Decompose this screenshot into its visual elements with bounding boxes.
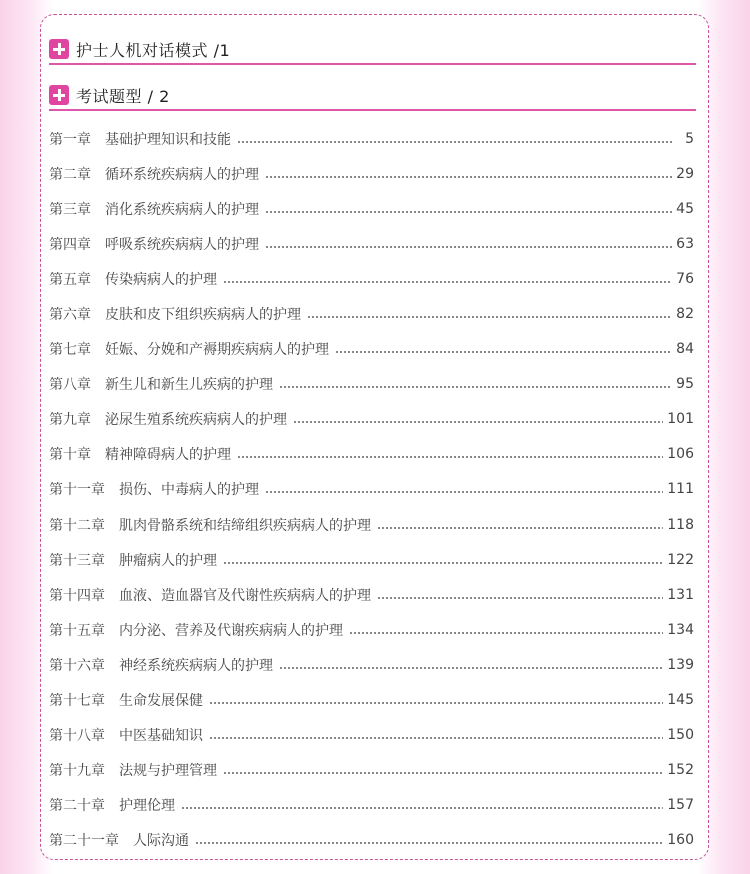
toc-chapter-title: 内分泌、营养及代谢疾病病人的护理 xyxy=(119,622,343,639)
toc-entry[interactable] xyxy=(49,437,694,472)
toc-chapter-number: 第一章 xyxy=(49,131,91,148)
toc-chapter-title: 消化系统疾病病人的护理 xyxy=(105,201,259,218)
dot-leader xyxy=(223,553,663,567)
toc-chapter-number: 第六章 xyxy=(49,307,91,324)
plus-icon xyxy=(49,85,69,105)
dot-leader xyxy=(307,307,672,321)
toc-chapter-number: 第十三章 xyxy=(49,552,105,569)
toc-chapter-title: 循环系统疾病病人的护理 xyxy=(105,166,259,183)
toc-entry[interactable] xyxy=(49,296,694,331)
toc-page-number: 139 xyxy=(667,656,694,673)
dot-leader xyxy=(349,623,663,637)
dot-leader xyxy=(377,588,663,602)
toc-page-number: 111 xyxy=(667,481,694,498)
toc-chapter-title: 损伤、中毒病人的护理 xyxy=(119,482,259,499)
toc-entry[interactable] xyxy=(49,577,694,612)
toc-chapter-number: 第五章 xyxy=(49,271,91,288)
toc-page-number: 101 xyxy=(667,411,694,428)
toc-page-number: 145 xyxy=(667,692,694,709)
table-of-contents xyxy=(49,121,694,858)
toc-page-number: 76 xyxy=(676,270,694,287)
toc-entry[interactable] xyxy=(49,226,694,261)
dot-leader xyxy=(265,202,672,216)
toc-chapter-number: 第十六章 xyxy=(49,657,105,674)
toc-entry[interactable] xyxy=(49,121,694,156)
toc-page-number: 160 xyxy=(667,832,694,849)
toc-entry[interactable] xyxy=(49,402,694,437)
toc-page-number: 5 xyxy=(685,130,694,147)
dot-leader xyxy=(335,342,672,356)
toc-chapter-title: 肌肉骨骼系统和结缔组织疾病病人的护理 xyxy=(119,517,371,534)
toc-page-number: 95 xyxy=(676,376,694,393)
toc-page-number: 157 xyxy=(667,797,694,814)
toc-page-number: 150 xyxy=(667,727,694,744)
toc-chapter-number: 第十八章 xyxy=(49,728,105,745)
toc-page-number: 84 xyxy=(676,341,694,358)
toc-chapter-title: 神经系统疾病病人的护理 xyxy=(119,657,273,674)
toc-page-number: 152 xyxy=(667,762,694,779)
toc-chapter-title: 基础护理知识和技能 xyxy=(105,131,231,148)
section-title: 考试题型 / 2 xyxy=(76,86,170,106)
toc-chapter-number: 第十九章 xyxy=(49,763,105,780)
toc-entry[interactable] xyxy=(49,332,694,367)
toc-chapter-number: 第十五章 xyxy=(49,622,105,639)
section-header-exam-types xyxy=(49,81,696,111)
toc-chapter-title: 法规与护理管理 xyxy=(119,763,217,780)
section-header-dialogue-mode xyxy=(49,35,696,65)
dot-leader xyxy=(223,763,663,777)
toc-chapter-number: 第十二章 xyxy=(49,517,105,534)
toc-page-number: 63 xyxy=(676,235,694,252)
toc-chapter-number: 第九章 xyxy=(49,412,91,429)
toc-entry[interactable] xyxy=(49,472,694,507)
toc-chapter-number: 第八章 xyxy=(49,377,91,394)
toc-chapter-number: 第十四章 xyxy=(49,587,105,604)
toc-chapter-title: 泌尿生殖系统疾病病人的护理 xyxy=(105,412,287,429)
dot-leader xyxy=(237,132,674,146)
toc-entry[interactable] xyxy=(49,683,694,718)
dot-leader xyxy=(265,237,672,251)
toc-chapter-title: 肿瘤病人的护理 xyxy=(119,552,217,569)
dot-leader xyxy=(279,377,672,391)
dot-leader xyxy=(209,693,663,707)
dot-leader xyxy=(181,798,663,812)
toc-page-number: 134 xyxy=(667,621,694,638)
toc-entry[interactable] xyxy=(49,507,694,542)
toc-chapter-title: 呼吸系统疾病病人的护理 xyxy=(105,236,259,253)
toc-entry[interactable] xyxy=(49,718,694,753)
toc-chapter-number: 第三章 xyxy=(49,201,91,218)
toc-entry[interactable] xyxy=(49,191,694,226)
dot-leader xyxy=(293,412,663,426)
dot-leader xyxy=(265,482,663,496)
dot-leader xyxy=(223,272,672,286)
toc-entry[interactable] xyxy=(49,367,694,402)
toc-chapter-title: 妊娠、分娩和产褥期疾病病人的护理 xyxy=(105,342,329,359)
toc-chapter-title: 中医基础知识 xyxy=(119,728,203,745)
toc-chapter-title: 人际沟通 xyxy=(133,833,189,850)
dot-leader xyxy=(265,167,672,181)
toc-page-number: 122 xyxy=(667,551,694,568)
toc-chapter-number: 第二章 xyxy=(49,166,91,183)
section-title: 护士人机对话模式 /1 xyxy=(76,40,231,60)
toc-page-number: 118 xyxy=(667,516,694,533)
dot-leader xyxy=(195,833,663,847)
toc-chapter-title: 传染病病人的护理 xyxy=(105,271,217,288)
toc-page-number: 29 xyxy=(676,165,694,182)
toc-chapter-number: 第四章 xyxy=(49,236,91,253)
toc-entry[interactable] xyxy=(49,261,694,296)
toc-entry[interactable] xyxy=(49,542,694,577)
toc-chapter-number: 第十一章 xyxy=(49,482,105,499)
toc-chapter-number: 第十章 xyxy=(49,447,91,464)
toc-page-number: 82 xyxy=(676,306,694,323)
toc-chapter-number: 第十七章 xyxy=(49,693,105,710)
toc-chapter-title: 精神障碍病人的护理 xyxy=(105,447,231,464)
dot-leader xyxy=(377,518,663,532)
toc-page-number: 106 xyxy=(667,446,694,463)
toc-entry[interactable] xyxy=(49,788,694,823)
toc-chapter-title: 皮肤和皮下组织疾病病人的护理 xyxy=(105,307,301,324)
toc-chapter-number: 第二十章 xyxy=(49,798,105,815)
toc-chapter-number: 第二十一章 xyxy=(49,833,119,850)
dot-leader xyxy=(279,658,663,672)
toc-entry[interactable] xyxy=(49,753,694,788)
toc-chapter-title: 护理伦理 xyxy=(119,798,175,815)
plus-icon xyxy=(49,39,69,59)
toc-entry[interactable] xyxy=(49,647,694,682)
toc-chapter-title: 生命发展保健 xyxy=(119,693,203,710)
toc-entry[interactable] xyxy=(49,823,694,858)
toc-chapter-title: 血液、造血器官及代谢性疾病病人的护理 xyxy=(119,587,371,604)
toc-page-number: 45 xyxy=(676,200,694,217)
toc-entry[interactable] xyxy=(49,612,694,647)
toc-page-number: 131 xyxy=(667,586,694,603)
toc-chapter-number: 第七章 xyxy=(49,342,91,359)
toc-chapter-title: 新生儿和新生儿疾病的护理 xyxy=(105,377,273,394)
dot-leader xyxy=(209,728,663,742)
dot-leader xyxy=(237,447,663,461)
toc-entry[interactable] xyxy=(49,156,694,191)
toc-card xyxy=(40,14,709,860)
